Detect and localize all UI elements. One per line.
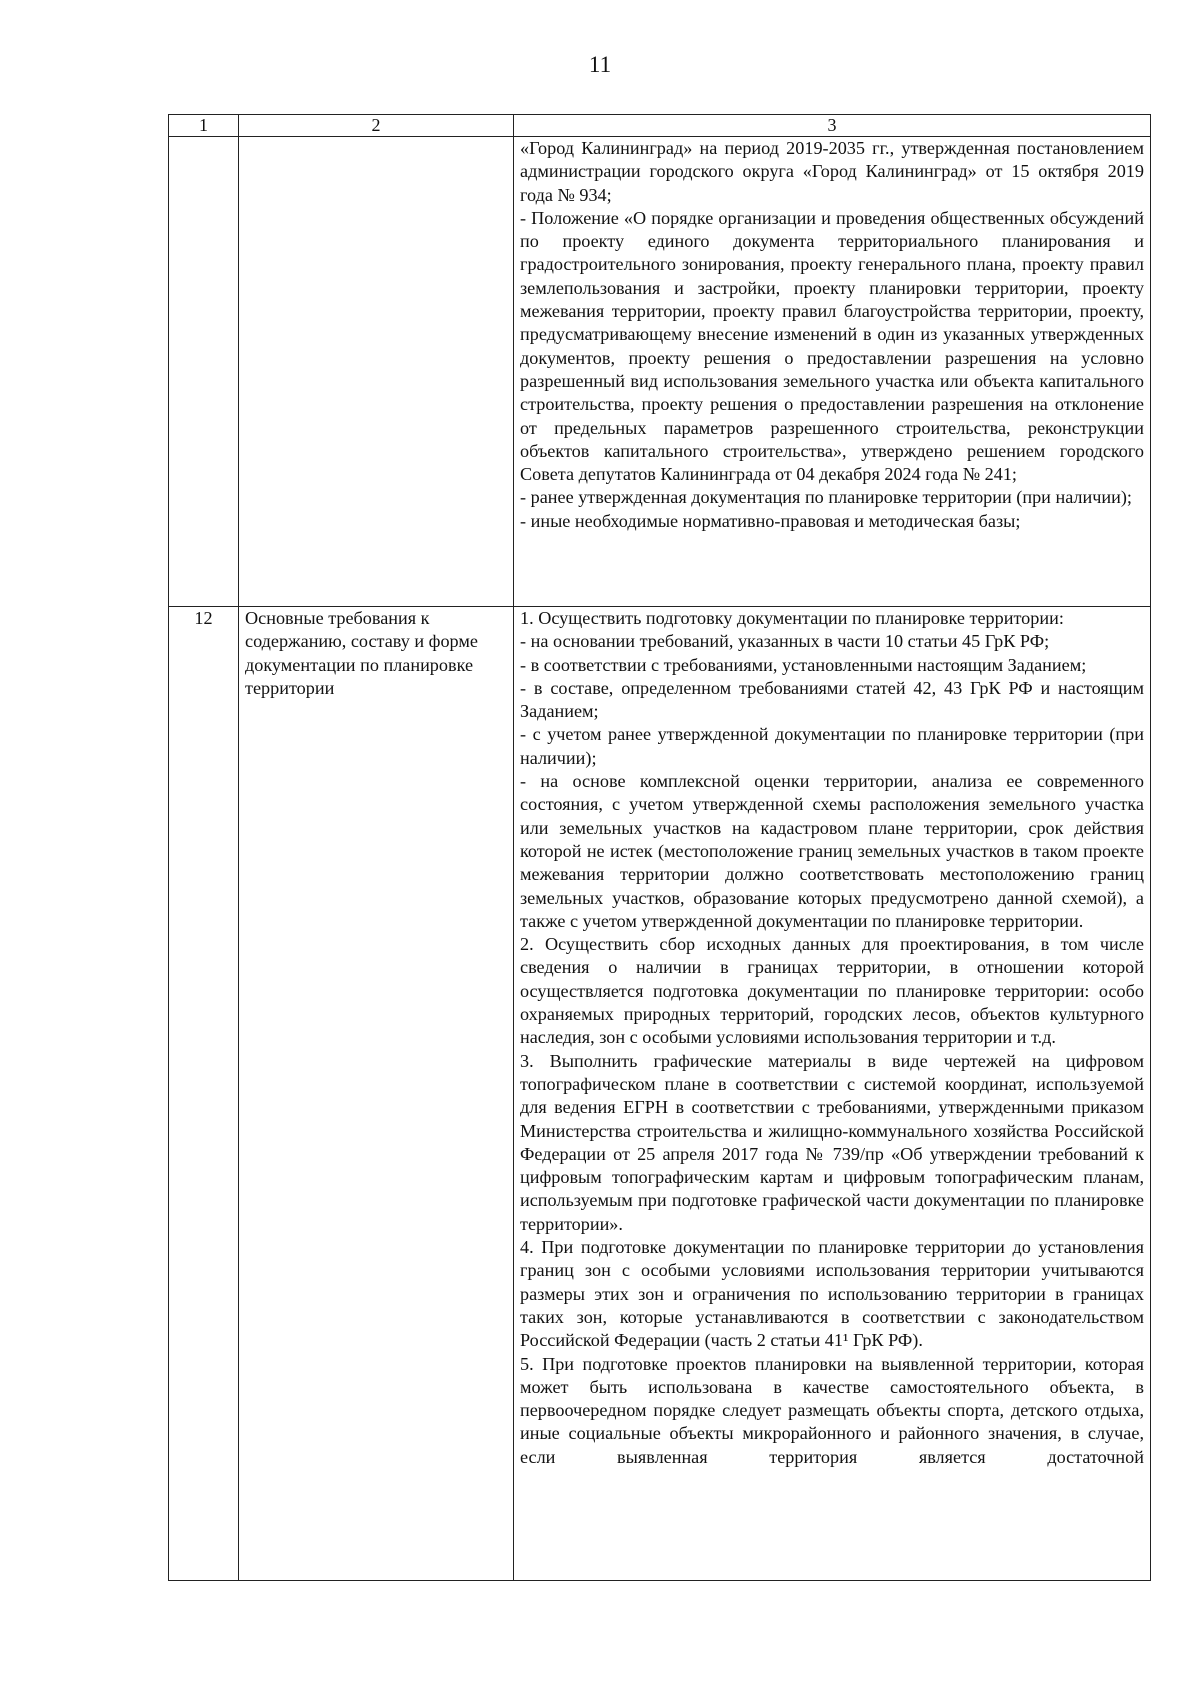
table-row-12 [169,607,1151,1581]
paragraph: - с учетом ранее утвержденной документации по планировке территории (при наличии); [520,724,1144,768]
paragraph: «Город Калининград» на период 2019-2035 гг., утвержденная постановлением администрации городского округа «Город Калининград» от 15 октября 2019 года № 934; [520,138,1144,205]
paragraph: 3. Выполнить графические материалы в виде чертежей на цифровом топографическом плане в соответствии с системой координат, используемой для ведения ЕГРН в соответствии с требованиями, утвержденными приказом Министерства строительства и жилищно-коммунального хозяйства Российской Федерации от 25 апреля 2017 года № 739/пр «Об утверждении требований к цифровым топографическим картам и цифровым топографическим планам, используемым при подготовке графической части документации по планировке территории». [520,1050,1144,1234]
column-header-1: 1 [169,115,239,137]
paragraph: 2. Осуществить сбор исходных данных для проектирования, в том числе сведения о наличии в границах территории, в отношении которой осуществляется подготовка документации по планировке территории: особо охраняемых природных территорий, городских лесов, объектов культурного наследия, зон с особыми условиями использования территории и т.д. [520,934,1144,1048]
table-header-row [169,115,1151,137]
paragraph: 1. Осуществить подготовку документации по планировке территории: [520,608,1064,628]
row-content [514,607,1151,1581]
paragraph: - в составе, определенном требованиями статей 42, 43 ГрК РФ и настоящим Заданием; [520,677,1144,722]
paragraph: 5. При подготовке проектов планировки на выявленной территории, которая может быть использована в качестве самостоятельного объекта, в первоочередном порядке следует размещать объекты спорта, детского отдыха, иные социальные объекты микрорайонного и районного значения, в случае, если выявленная территория является достаточной [520,1353,1144,1467]
paragraph: - в соответствии с требованиями, установленными настоящим Заданием; [520,654,1087,675]
requirements-table [168,114,1151,1581]
paragraph: - на основе комплексной оценки территории, анализа ее современного состояния, с учетом утвержденной схемы расположения земельного участка или земельных участков на кадастровом плане территории, срок действия которой не истек (местоположение границ земельных участков в таком проекте межевания территории должно соответствовать местоположению границ земельных участков, образование которых предусмотрено данной схемой), а также с учетом утвержденной документации по планировке территории. [520,771,1144,931]
page-number: 11 [588,52,612,77]
row-number: 12 [169,607,239,1581]
column-header-3: 3 [514,115,1151,137]
paragraph: - ранее утвержденная документация по планировке территории (при наличии); [520,487,1132,508]
paragraph: - иные необходимые нормативно-правовая и методическая базы; [520,510,1021,531]
row-content [514,137,1151,607]
paragraph: - на основании требований, указанных в части 10 статьи 45 ГрК РФ; [520,631,1050,652]
paragraph: 4. При подготовке документации по планировке территории до установления границ зон с особыми условиями использования территории учитываются размеры этих зон и ограничения по использованию территории в границах таких зон, которые устанавливаются в соответствии с законодательством Российской Федерации (часть 2 статьи 41¹ ГрК РФ). [520,1237,1144,1351]
table-row-continued [169,137,1151,607]
column-header-2: 2 [239,115,514,137]
paragraph: - Положение «О порядке организации и проведения общественных обсуждений по проекту единого документа территориального планирования и градостроительного зонирования, проекту генерального плана, проекту правил землепользования и застройки, проекту планировки территории, проекту межевания территории, проекту правил благоустройства территории, проекту, предусматривающему внесение изменений в один из указанных утвержденных документов, проекту решения о предоставлении разрешения на условно разрешенный вид использования земельного участка или объекта капитального строительства, проекту решения о предоставлении разрешения на отклонение от предельных параметров разрешенного строительства, реконструкции объектов капитального строительства», утверждено решением городского Совета депутатов Калининграда от 04 декабря 2024 года № 241; [520,207,1144,485]
row-number [169,137,239,607]
row-name: Основные требования к содержанию, составу и форме документации по планировке территории [239,607,514,1581]
row-name [239,137,514,607]
